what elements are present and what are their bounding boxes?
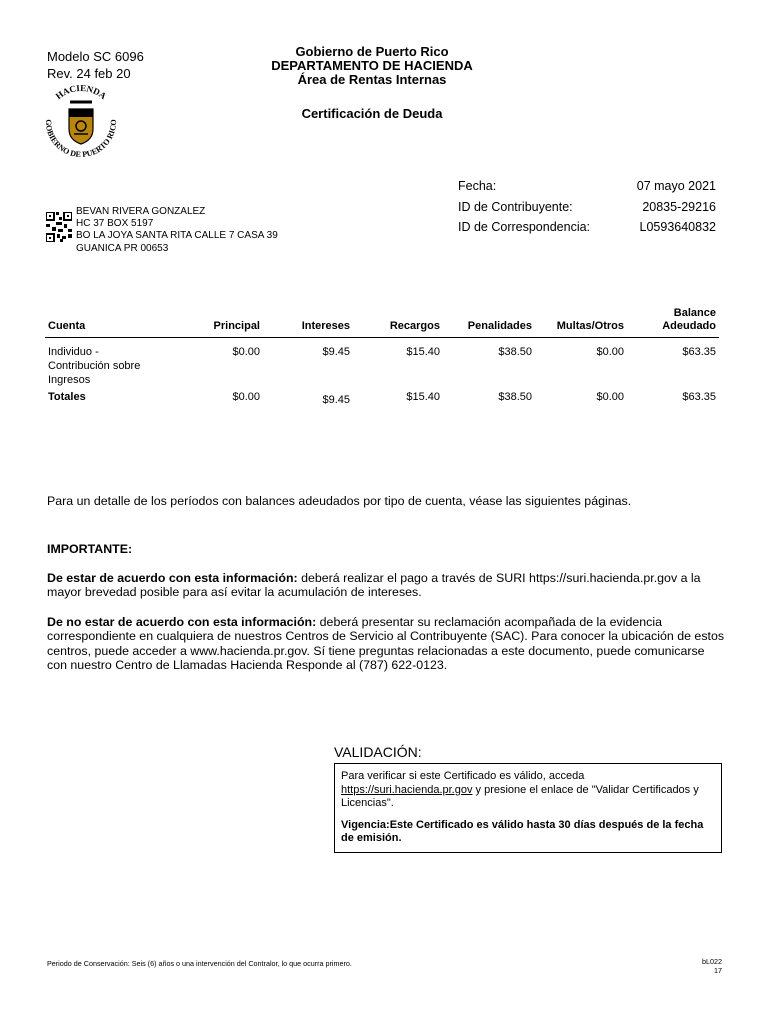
validation-instructions [341, 770, 715, 811]
total-surcharge: $15.40 [406, 391, 440, 403]
address-name: BEVAN RIVERA GONZALEZ [76, 206, 206, 217]
document-title: Certificación de Deuda [301, 106, 443, 121]
info-value: L0593640832 [639, 220, 716, 234]
area-name: Área de Rentas Internas [297, 72, 447, 87]
info-label: ID de Contribuyente: [458, 199, 573, 214]
validity-note: Vigencia:Este Certificado es válido hasta 30 días después de la fecha de emisión. [341, 818, 704, 844]
important-heading: IMPORTANTE: [47, 542, 133, 556]
principal-cell: $0.00 [232, 346, 260, 358]
column-header: Multas/Otros [535, 307, 627, 338]
total-penalty: $38.50 [498, 391, 532, 403]
account-cell: Individuo - Contribución sobre Ingresos [48, 346, 141, 386]
total-balance: $63.35 [682, 391, 716, 403]
disagree-text: deberá presentar su reclamación acompañada de la evidencia correspondiente en cualquiera de nuestros Centros de Servicio al Contribuyente (SAC). Para conocer la ubicación de estos centros, puede acceder a www.hacienda.pr.gov. Sí tiene preguntas relacionadas a este documento, puede comunicarse con nuestro Centro de Llamadas Hacienda Responde al (787) 622-0123. [47, 615, 725, 673]
interest-cell: $9.45 [322, 346, 350, 358]
fines-cell: $0.00 [596, 346, 624, 358]
retention-note: Periodo de Conservación: Seis (6) años o una intervención del Contralor, lo que ocurra primero. [47, 959, 352, 968]
table-row [45, 338, 719, 388]
validation-title: VALIDACIÓN: [334, 744, 422, 760]
agree-paragraph [47, 571, 723, 600]
form-code [702, 957, 722, 975]
column-header: Intereses [263, 307, 353, 338]
info-value: 20835-29216 [642, 199, 716, 214]
agree-heading: De estar de acuerdo con esta información: [47, 571, 298, 585]
surcharge-cell: $15.40 [406, 346, 440, 358]
qr-code-icon [46, 212, 72, 242]
info-value: 07 mayo 2021 [636, 179, 716, 193]
column-header: Cuenta [45, 307, 157, 338]
model-revision: Rev. 24 feb 20 [47, 66, 131, 81]
address-line: BO LA JOYA SANTA RITA CALLE 7 CASA 39 [76, 230, 278, 242]
info-label: Fecha: [458, 179, 497, 193]
validation-box [334, 763, 722, 853]
column-header: Penalidades [443, 307, 535, 338]
agree-text: deberá realizar el pago a través de SURI https://suri.hacienda.pr.gov a la mayor brevedad posible para así evitar la acumulación de intereses. [47, 571, 701, 600]
model-code: Modelo SC 6096 [47, 49, 144, 64]
form-code-id: bL022 [702, 957, 722, 966]
totals-label: Totales [48, 391, 86, 403]
debt-table [45, 307, 719, 407]
document-header [0, 45, 744, 121]
disagree-paragraph [47, 615, 727, 673]
validation-text: y presione el enlace de "Validar Certificados y Licencias". [341, 783, 699, 809]
disagree-heading: De no estar de acuerdo con esta información: [47, 615, 317, 629]
detail-note: Para un detalle de los períodos con balances adeudados por tipo de cuenta, véase las siguientes páginas. [47, 494, 632, 508]
suri-link[interactable]: https://suri.hacienda.pr.gov [341, 783, 473, 796]
page-number: 17 [714, 966, 722, 975]
document-info [458, 176, 716, 238]
seal-bottom-text: GOBIERNO DE PUERTO RICO [43, 119, 119, 160]
info-row-date [458, 176, 716, 197]
total-fines: $0.00 [596, 391, 624, 403]
validation-text: Para verificar si este Certificado es válido, acceda [341, 770, 585, 782]
table-header-row [45, 307, 719, 338]
address-line: GUANICA PR 00653 [76, 242, 169, 254]
balance-cell: $63.35 [682, 346, 716, 358]
info-label: ID de Correspondencia: [458, 220, 591, 234]
government-name: Gobierno de Puerto Rico [295, 44, 449, 59]
department-name: DEPARTAMENTO DE HACIENDA [271, 58, 473, 73]
info-row-taxpayer-id [458, 197, 716, 218]
total-principal: $0.00 [232, 391, 260, 403]
info-row-correspondence-id [458, 217, 716, 238]
total-interest: $9.45 [322, 394, 350, 406]
totals-row [45, 387, 719, 407]
column-header: Balance Adeudado [627, 307, 719, 338]
penalty-cell: $38.50 [498, 346, 532, 358]
column-header: Recargos [353, 307, 443, 338]
seal-top-text: HACIENDA [53, 84, 109, 102]
address-line: HC 37 BOX 5197 [76, 218, 154, 230]
mailing-address [76, 206, 278, 255]
column-header: Principal [157, 307, 263, 338]
